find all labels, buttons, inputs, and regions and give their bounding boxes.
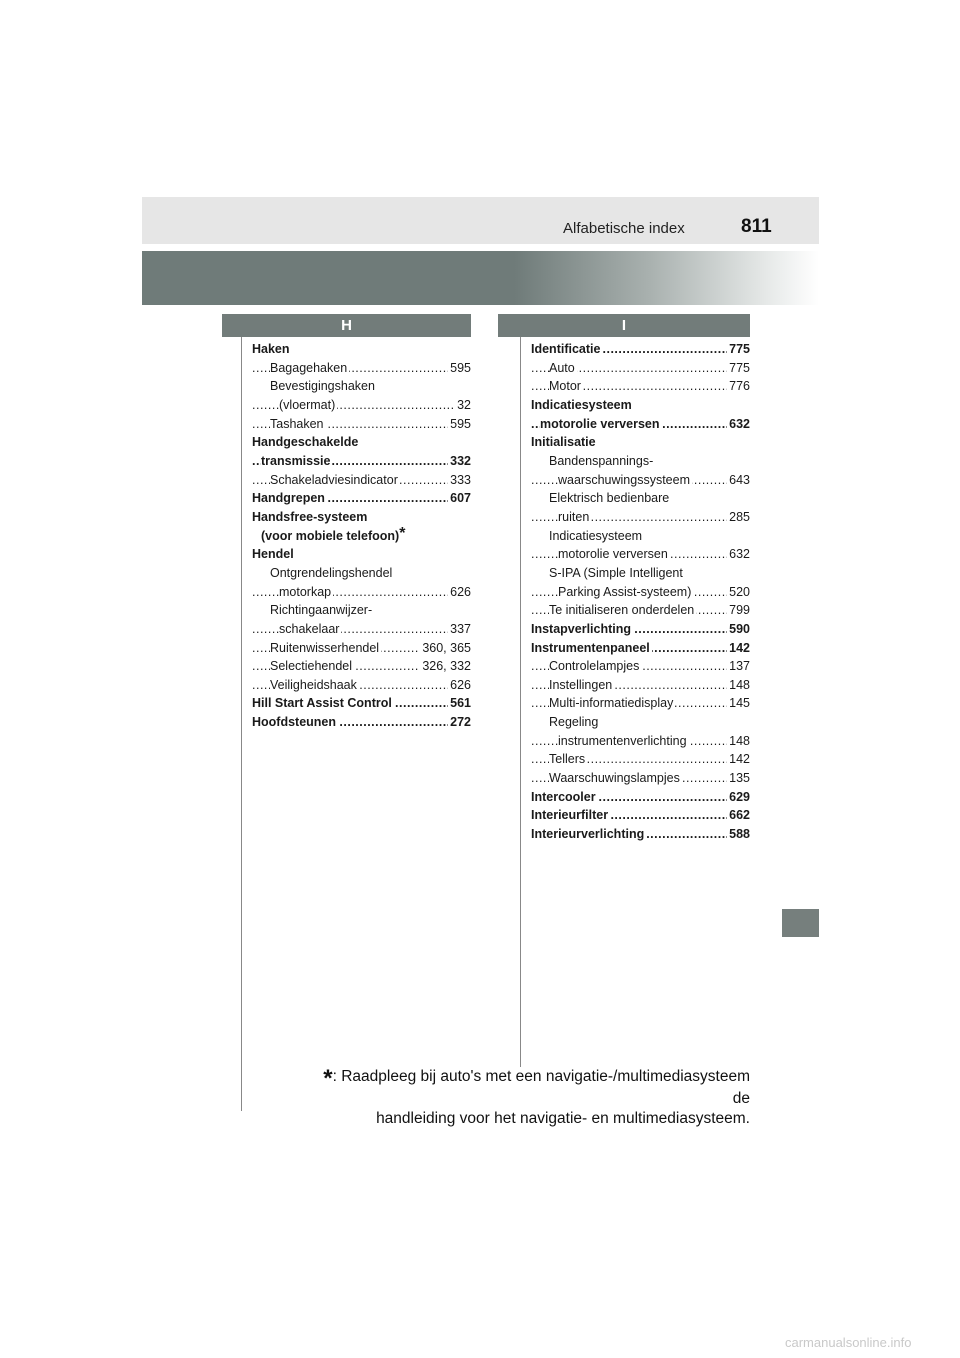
index-entry: [531, 377, 750, 396]
index-entry-term: motorolie verversen: [558, 547, 668, 562]
index-entry-term: Parking Assist-systeem): [558, 584, 692, 599]
index-entry: [252, 713, 471, 732]
index-entry-term: Hill Start Assist Control: [252, 696, 392, 711]
index-entry-page: 520: [727, 583, 750, 602]
index-entry: [531, 825, 750, 844]
index-entry-page: 775: [727, 340, 750, 359]
index-entry-page: 595: [448, 415, 471, 434]
index-entry: [531, 750, 750, 769]
index-entry-term: waarschuwingssysteem: [558, 472, 690, 487]
index-column-i: [531, 340, 750, 844]
index-entry: [252, 396, 471, 415]
index-entry-term: Identificatie: [531, 342, 601, 356]
index-entry-page: 595: [448, 359, 471, 378]
index-entry-term: Elektrisch bedienbare: [549, 491, 670, 506]
index-entry-term: Handgrepen: [252, 491, 325, 506]
index-entry: [252, 694, 471, 713]
index-entry: [252, 545, 471, 564]
index-entry: [531, 601, 750, 620]
index-entry: [252, 359, 471, 378]
index-entry-page: 626: [448, 583, 471, 602]
index-entry-term: Indicatiesysteem: [531, 397, 632, 412]
index-entry-page: 662: [727, 806, 750, 825]
index-entry-term: schakelaar: [279, 621, 340, 636]
index-entry-page: 32: [455, 396, 471, 415]
index-entry: [252, 601, 471, 620]
index-entry-page: 145: [727, 694, 750, 713]
index-entry: [531, 340, 750, 359]
index-entry-page: 607: [448, 489, 471, 508]
index-entry: [531, 639, 750, 658]
index-entry-page: 629: [727, 788, 750, 807]
index-entry-page: 632: [727, 415, 750, 434]
index-entry: [531, 657, 750, 676]
index-entry-page: 632: [727, 545, 750, 564]
index-entry-term: instrumentenverlichting: [558, 733, 687, 748]
index-entry: [531, 452, 750, 471]
index-entry-page: 643: [727, 471, 750, 490]
index-entry: [531, 396, 750, 415]
page-number: 811: [741, 216, 772, 237]
index-entry-term: transmissie: [261, 453, 331, 468]
decorative-band: [142, 251, 819, 305]
index-entry-term: Te initialiseren onderdelen: [549, 603, 695, 618]
index-entry-term: Veiligheidshaak: [270, 677, 357, 692]
index-entry-term: Multi-informatiedisplay: [549, 696, 674, 711]
index-entry: [252, 657, 471, 676]
index-entry-term: Ruitenwisserhendel: [270, 640, 380, 655]
index-entry: [531, 620, 750, 639]
index-entry-term: Interieurverlichting: [531, 827, 645, 842]
index-entry-term: Richtingaanwijzer-: [270, 603, 373, 618]
index-entry-page: 332: [448, 452, 471, 471]
index-entry: [531, 545, 750, 564]
index-entry: [531, 415, 750, 434]
index-entry-term: Ontgrendelingshendel: [270, 565, 393, 580]
index-entry-term: Tellers: [549, 752, 586, 767]
watermark: carmanualsonline.info: [785, 1335, 912, 1350]
index-entry-page: 285: [727, 508, 750, 527]
section-title: Alfabetische index: [563, 220, 685, 237]
index-entry-term: Indicatiesysteem: [549, 528, 643, 543]
index-entry-term: Initialisatie: [531, 435, 596, 450]
index-entry: [252, 489, 471, 508]
index-entry: [252, 415, 471, 434]
index-entry: [531, 732, 750, 751]
index-entry-page: 360, 365: [420, 639, 471, 658]
index-entry-page: 588: [727, 825, 750, 844]
index-entry-term: Haken: [252, 342, 290, 356]
column-divider: [520, 337, 521, 1067]
index-entry-term: Schakeladviesindicator: [270, 472, 398, 487]
index-entry-page: 333: [448, 471, 471, 490]
index-entry-page: 626: [448, 676, 471, 695]
index-entry-term: S-IPA (Simple Intelligent: [549, 565, 683, 580]
index-entry: [531, 433, 750, 452]
index-entry: [252, 564, 471, 583]
index-entry-page: 590: [727, 620, 750, 639]
index-entry-page: 561: [448, 694, 471, 713]
footnote: [308, 1067, 750, 1129]
index-entry: [252, 340, 471, 359]
column-heading-h: H: [222, 314, 471, 337]
index-entry-term: Handgeschakelde: [252, 435, 359, 450]
index-entry: [531, 471, 750, 490]
index-entry-term: motorolie verversen: [540, 416, 660, 431]
index-entry: [531, 769, 750, 788]
index-entry: [531, 806, 750, 825]
index-entry-term: ruiten: [558, 509, 590, 524]
footnote-line-2: handleiding voor het navigatie- en multimediasysteem.: [376, 1110, 750, 1127]
index-entry-term: Waarschuwingslampjes: [549, 771, 680, 786]
index-entry-term: Handsfree-systeem: [252, 509, 368, 524]
index-entry-term: Selectiehendel: [270, 659, 353, 674]
index-entry: [531, 583, 750, 602]
index-entry-term: Auto: [549, 360, 575, 375]
index-entry-term: (voor mobiele telefoon)*: [261, 526, 406, 543]
index-entry-page: 272: [448, 713, 471, 732]
index-entry-term: Instellingen: [549, 677, 613, 692]
index-entry-term: Bagagehaken: [270, 360, 348, 375]
index-entry-page: 148: [727, 676, 750, 695]
index-entry-term: motorkap: [279, 584, 332, 599]
index-entry-term: Hendel: [252, 547, 294, 562]
index-entry-term: Bevestigingshaken: [270, 379, 375, 394]
index-entry: [252, 452, 471, 471]
index-entry-page: 775: [727, 359, 750, 378]
index-entry-term: (vloermat): [279, 397, 336, 412]
index-entry-page: 135: [727, 769, 750, 788]
header-bar: [142, 197, 819, 244]
index-entry-term: Intercooler: [531, 789, 596, 804]
index-entry-page: 148: [727, 732, 750, 751]
index-entry: [252, 583, 471, 602]
index-entry-term: Instrumentenpaneel: [531, 640, 650, 655]
footnote-line-1: : Raadpleeg bij auto's met een navigatie-/multimediasysteem de: [332, 1068, 750, 1107]
index-entry: [531, 564, 750, 583]
index-entry-term: Tashaken: [270, 416, 324, 431]
index-entry-term: Controlelampjes: [549, 659, 640, 674]
index-entry-page: 799: [727, 601, 750, 620]
index-entry: [252, 620, 471, 639]
index-entry-term: Interieurfilter: [531, 808, 609, 823]
index-entry-term: Regeling: [549, 715, 599, 730]
index-entry-page: 142: [727, 639, 750, 658]
index-entry: [531, 713, 750, 732]
index-entry-page: 776: [727, 377, 750, 396]
index-entry-term: Instapverlichting: [531, 621, 632, 636]
chapter-thumb-tab: [782, 909, 819, 937]
index-entry: [252, 508, 471, 527]
column-heading-i: I: [498, 314, 750, 337]
index-entry-page: 137: [727, 657, 750, 676]
index-entry-term: Bandenspannings-: [549, 453, 654, 468]
footnote-star-marker: *: [399, 526, 406, 542]
index-entry-term: Hoofdsteunen: [252, 715, 337, 730]
index-entry: [531, 788, 750, 807]
index-entry-page: 142: [727, 750, 750, 769]
index-entry-page: 337: [448, 620, 471, 639]
index-entry: [252, 471, 471, 490]
index-entry: [252, 676, 471, 695]
index-entry: [531, 527, 750, 546]
index-column-h: [252, 340, 471, 732]
index-entry: [531, 676, 750, 695]
index-entry: [252, 433, 471, 452]
index-entry: [531, 508, 750, 527]
footnote-star: *: [323, 1065, 333, 1092]
index-entry: [531, 694, 750, 713]
left-margin-rule: [241, 314, 242, 1111]
index-entry: [252, 639, 471, 658]
index-entry-page: 326, 332: [420, 657, 471, 676]
index-entry: [252, 377, 471, 396]
index-entry: [531, 359, 750, 378]
index-entry: [252, 527, 471, 546]
index-entry-term: Motor: [549, 379, 581, 394]
index-entry: [531, 489, 750, 508]
